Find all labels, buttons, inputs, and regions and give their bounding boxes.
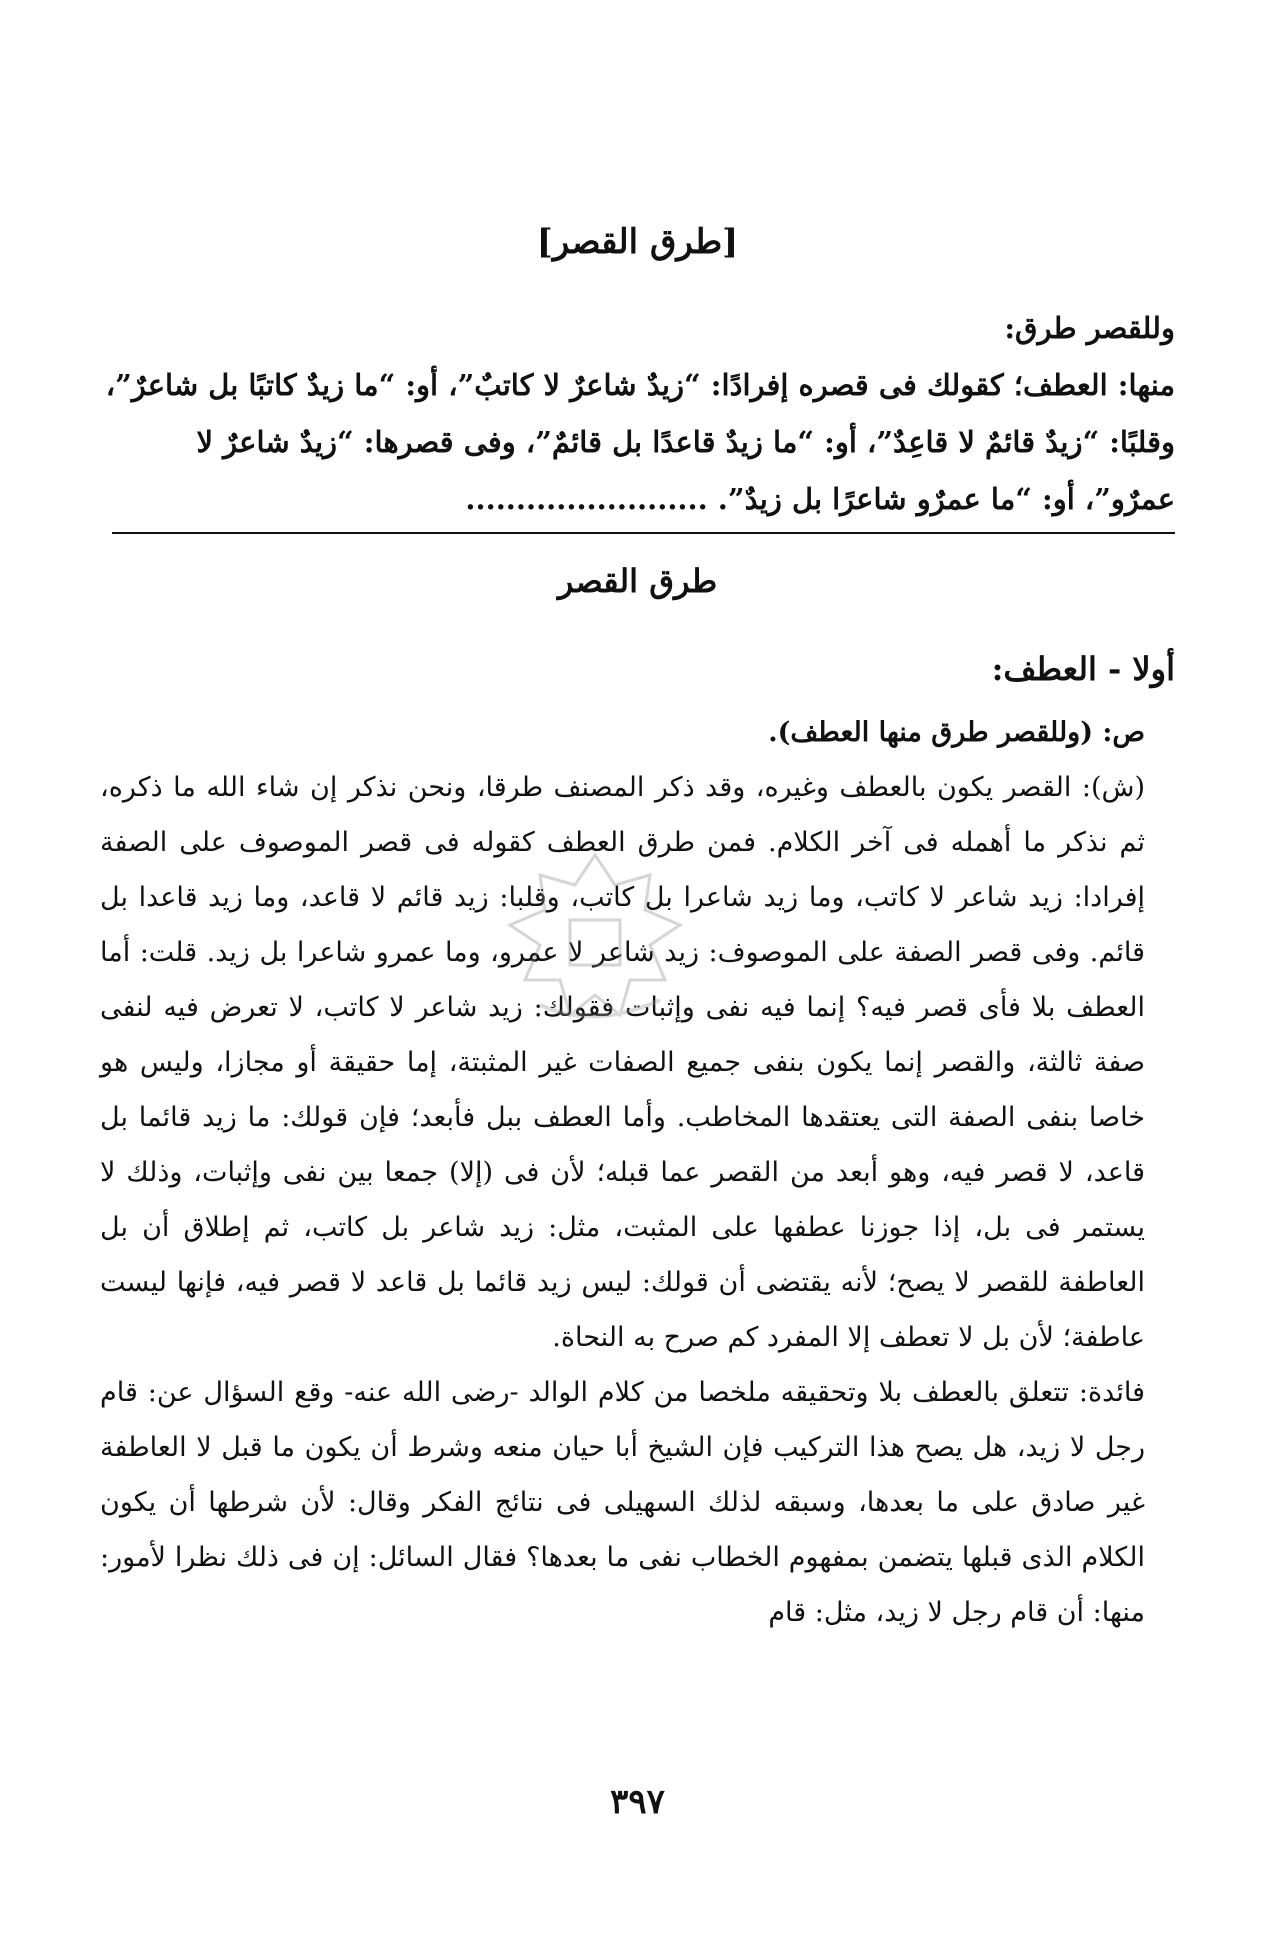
chapter-title: [طرق القصر] [536,222,739,262]
library-stamp-icon [500,845,690,1035]
section-heading: أولا - العطف: [991,650,1175,688]
commentary-title: طرق القصر [557,562,718,600]
matn-intro: وللقصر طرق: [1004,311,1175,345]
matn-section [100,300,1175,528]
section-divider [112,532,1175,534]
paragraph: فائدة: تتعلق بالعطف بلا وتحقيقه ملخصا من كلام الوالد -رضى الله عنه- وقع السؤال عن: قام رجل لا زيد، هل يصح هذا التركيب فإن الشيخ أبا حيان منعه وشرط أن يكون ما قبل لا العاطفة غير صادق على ما بعدها، وسبقه لذلك السهيلى فى نتائج الفكر وقال: لأن شرطها أن يكون الكلام الذى قبلها يتضمن بمفهوم الخطاب نفى ما بعدها؟ فقال السائل: إن فى ذلك نظرا لأمور: منها: أن قام رجل لا زيد، مثل: قام [100,1377,1145,1628]
paragraph: (ش): القصر يكون بالعطف وغيره، وقد ذكر المصنف طرقا، ونحن نذكر إن شاء الله ما ذكره، ثم نذكر ما أهمله فى آخر الكلام. فمن طرق العطف كقوله فى قصر الموصوف على الصفة إفرادا: زيد شاعر لا كاتب، وما زيد شاعرا بل كاتب، وقلبا: زيد قائم لا قاعد، وما زيد قاعدا بل قائم. وفى قصر الصفة على الموصوف: زيد شاعر لا عمرو، وما عمرو شاعرا بل زيد. قلت: أما العطف بلا فأى قصر فيه؟ إنما فيه نفى وإثبات فقولك: زيد شاعر لا كاتب، لا تعرض فيه لنفى صفة ثالثة، والقصر إنما يكون بنفى جميع الصفات غير المثبتة، إما حقيقة أو مجازا، وليس هو خاصا بنفى الصفة التى يعتقدها المخاطب. وأما العطف ببل فأبعد؛ فإن قولك: ما زيد قائما بل قاعد، لا قصر فيه، وهو أبعد من القصر عما قبله؛ لأن فى (إلا) جمعا بين نفى وإثبات، وذلك لا يستمر فى بل، إذا جوزنا عطفها على المثبت، مثل: زيد شاعر بل كاتب، ثم إطلاق أن بل العاطفة للقصر لا يصح؛ لأنه يقتضى أن قولك: ليس زيد قائما بل قاعد لا قصر فيه، فإنها ليست عاطفة؛ لأن بل لا تعطف إلا المفرد كم صرح به النحاة. [100,772,1145,1353]
matn-text: منها: العطف؛ كقولك فى قصره إفرادًا: “زيدٌ شاعرٌ لا كاتبٌ”، أو: “ما زيدٌ كاتبًا بل شاعرٌ”، وقلبًا: “زيدٌ قائمٌ لا قاعِدٌ”، أو: “ما زيدٌ قاعدًا بل قائمٌ”، وفى قصرها: “زيدٌ شاعرٌ لا عمرٌو”، أو: “ما عمرٌو شاعرًا بل زيدٌ”. ........................ [105,368,1175,516]
page-number: ٣٩٧ [610,1782,665,1822]
sad-line: ص: (وللقصر طرق منها العطف). [768,717,1145,748]
